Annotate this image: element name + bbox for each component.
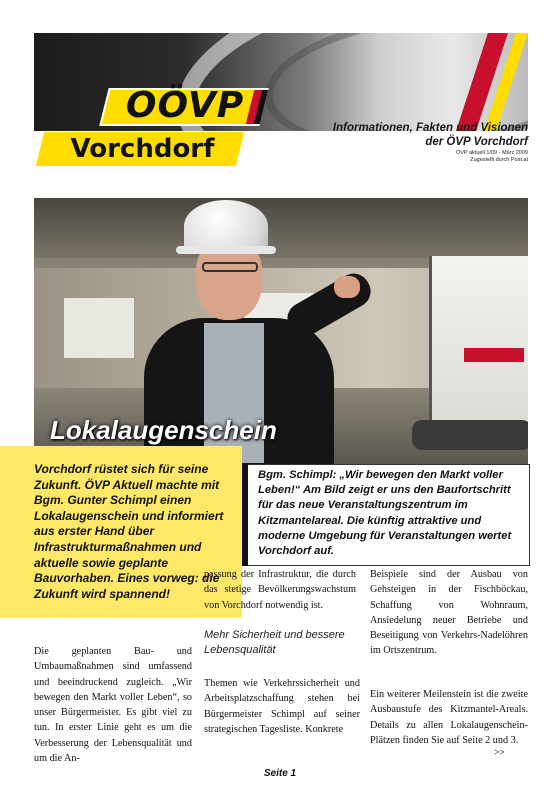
article-column-1: Die geplanten Bau- und Umbaumaßnahmen sind umfassend und beeindruckend zugleich. „Wir bewegen den Markt voller Leben“, so unser Bürgermeister. Es gibt viel zu tun. In erster Linie geht es um die Verbesserung der Lebensqualität und um die An-: [34, 646, 192, 765]
article-column-3-top: Beispiele sind der Ausbau von Gehsteigen in der Fischböckau, Schaffung von Wohnraum, Ansiedelung neuer Betriebe und Beseitigung von Verkehrs-Nadelöhren im Ortszentrum.: [370, 569, 528, 657]
article-column-2-bottom: Themen wie Verkehrssicherheit und Arbeitsplatzschaffung stehen bei Bürgermeister Schimpl auf seiner strategischen Tagesliste. Konkrete: [204, 678, 360, 735]
issue-line: ÖVP aktuell 1/09 - März 2009: [455, 150, 528, 156]
photo-machine-stripe: [464, 348, 524, 362]
photo-ceiling: [34, 198, 528, 258]
logo-bottom-text: Vorchdorf: [70, 134, 215, 164]
tagline: [300, 121, 528, 149]
issue-line: Zugestellt durch Post.at: [470, 157, 528, 163]
photo-person-glasses: [202, 262, 258, 272]
photo-helmet-brim: [176, 246, 276, 254]
photo-title: Lokalaugenschein: [50, 415, 277, 445]
article-column-3-bottom: Ein weiterer Meilenstein ist die zweite Ausbaustufe des Kitzmantel-Areals. Details zu allen Lokalaugenschein-Plätzen finden Sie auf Seite 2 und 3.: [370, 689, 528, 746]
caption-accent-bar: [242, 464, 248, 566]
photo-machine-track: [412, 420, 528, 450]
photo-caption: Bgm. Schimpl: „Wir bewegen den Markt voller Leben!“ Am Bild zeigt er uns den Baufortschritt für das neue Veranstaltungszentrum im Kitzmantelareal. Die künftig attraktive und moderne Umgebung für Veranstaltungen wertet Vorchdorf auf.: [258, 469, 512, 558]
tagline-line: der ÖVP Vorchdorf: [425, 136, 528, 148]
photo-helmet: [184, 200, 268, 252]
page-number: Seite 1: [263, 768, 297, 779]
intro-text: Vorchdorf rüstet sich für seine Zukunft. ÖVP Aktuell machte mit Bgm. Gunter Schimpl einen Lokalaugenschein und informiert aus erster Hand über Infrastrukturmaßnahmen und aktuelle sowie geplante Bauvorhaben. Eines vorweg: die Zukunft wird spannend!: [34, 462, 224, 601]
photo-window: [64, 298, 134, 358]
tagline-line: Informationen, Fakten und Visionen: [332, 122, 528, 134]
section-heading: Mehr Sicherheit und bessere Lebensqualität: [204, 629, 345, 656]
article-column-2-top: passung der Infrastruktur, die durch das stetige Bevölkerungswachstum von Vorchdorf notwendig ist.: [204, 569, 356, 611]
logo-top-text: OÖVP: [125, 85, 245, 126]
issue-info: [330, 150, 528, 164]
photo-person-hand: [334, 276, 360, 298]
continue-arrow: >>: [494, 747, 505, 757]
